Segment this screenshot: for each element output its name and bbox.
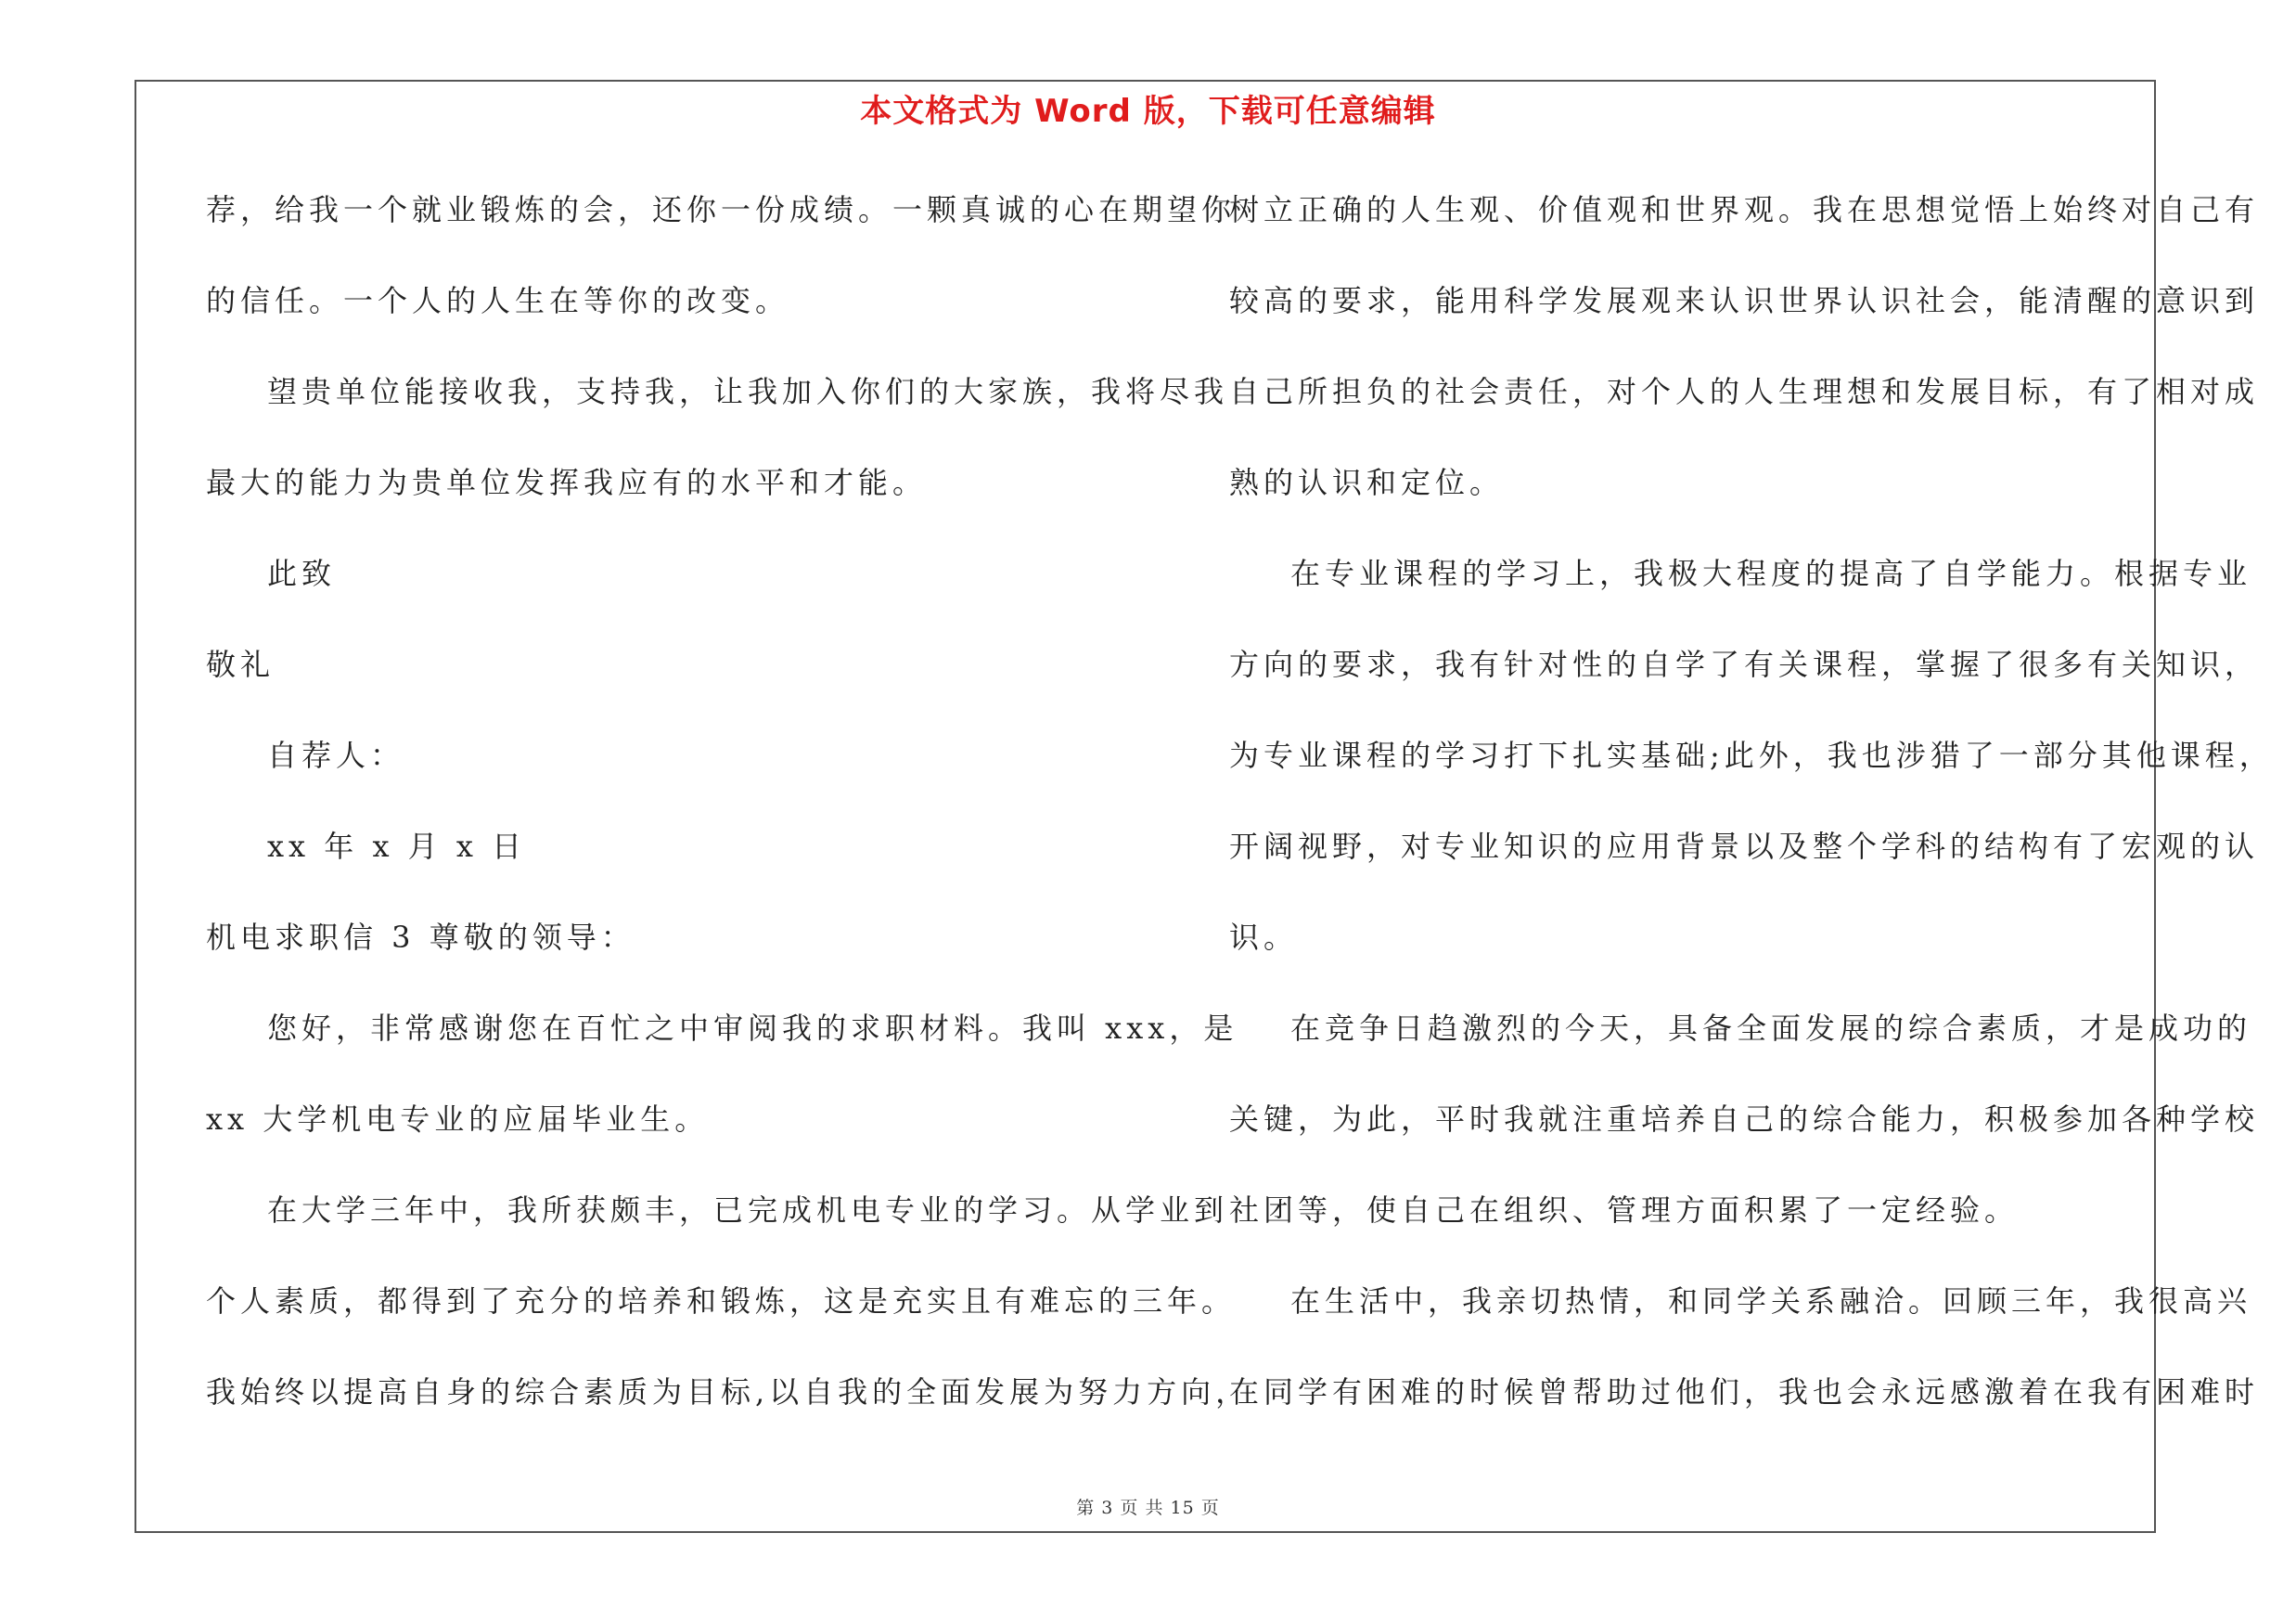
text-line: 为专业课程的学习打下扎实基础;此外，我也涉猎了一部分其他课程， <box>1229 738 2274 773</box>
text-line: 荐，给我一个就业锻炼的会，还你一份成绩。一颗真诚的心在期望你 <box>206 192 1237 227</box>
text-line: 我始终以提高自身的综合素质为目标,以自我的全面发展为努力方向， <box>206 1374 1251 1410</box>
text-line: 在专业课程的学习上，我极大程度的提高了自学能力。根据专业 <box>1290 556 2252 591</box>
text-line: 在大学三年中，我所获颇丰，已完成机电专业的学习。从学业到 <box>267 1192 1229 1228</box>
regards: 敬礼 <box>206 647 276 682</box>
text-line: 较高的要求，能用科学发展观来认识世界认识社会，能清醒的意识到 <box>1229 283 2260 318</box>
text-line: 的信任。一个人的人生在等你的改变。 <box>206 283 790 318</box>
text-line: 方向的要求，我有针对性的自学了有关课程，掌握了很多有关知识， <box>1229 647 2260 682</box>
text-line: 熟的认识和定位。 <box>1229 465 1505 500</box>
text-line: 开阔视野，对专业知识的应用背景以及整个学科的结构有了宏观的认 <box>1229 829 2260 864</box>
signature-label: 自荐人： <box>267 738 405 773</box>
right-column <box>1229 182 2274 1455</box>
text-line: 自己所担负的社会责任，对个人的人生理想和发展目标，有了相对成 <box>1229 374 2260 409</box>
text-line: 在竞争日趋激烈的今天，具备全面发展的综合素质，才是成功的 <box>1290 1011 2252 1046</box>
letter-heading: 机电求职信 3 尊敬的领导： <box>206 920 635 955</box>
date-line: xx 年 x 月 x 日 <box>267 829 527 864</box>
text-line: xx 大学机电专业的应届毕业生。 <box>206 1101 710 1137</box>
page-number: 第 3 页 共 15 页 <box>1076 1498 1220 1518</box>
text-line: 树立正确的人生观、价值观和世界观。我在思想觉悟上始终对自己有 <box>1229 192 2260 227</box>
text-line: 在生活中，我亲切热情，和同学关系融洽。回顾三年，我很高兴 <box>1290 1283 2252 1319</box>
text-line: 在同学有困难的时候曾帮助过他们，我也会永远感激着在我有困难时 <box>1229 1374 2260 1410</box>
text-line: 识。 <box>1229 920 1299 955</box>
text-line: 您好，非常感谢您在百忙之中审阅我的求职材料。我叫 xxx，是 <box>267 1011 1238 1046</box>
text-line: 关键，为此，平时我就注重培养自己的综合能力，积极参加各种学校 <box>1229 1101 2260 1137</box>
text-line: 个人素质，都得到了充分的培养和锻炼，这是充实且有难忘的三年。 <box>206 1283 1237 1319</box>
left-column <box>206 182 1251 1455</box>
text-line: 望贵单位能接收我，支持我，让我加入你们的大家族，我将尽我 <box>267 374 1229 409</box>
text-line: 最大的能力为贵单位发挥我应有的水平和才能。 <box>206 465 928 500</box>
word-format-banner: 本文格式为 Word 版，下载可任意编辑 <box>860 93 1436 130</box>
text-line: 社团等，使自己在组织、管理方面积累了一定经验。 <box>1229 1192 2020 1228</box>
salutation-closing: 此致 <box>267 556 337 591</box>
